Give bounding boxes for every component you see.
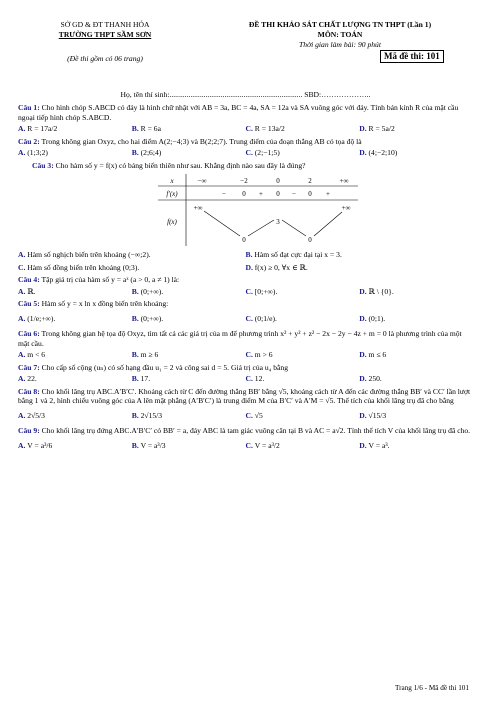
options-4 bbox=[18, 287, 473, 296]
option-c[interactable]: C. R = 13a/2 bbox=[245, 124, 285, 134]
option-b[interactable]: B. Hàm số đạt cực đại tại x = 3. bbox=[245, 250, 342, 260]
option-letter: A. bbox=[18, 410, 28, 420]
option-d[interactable]: D. ℝ \ {0}. bbox=[359, 286, 394, 296]
question-5 bbox=[18, 299, 473, 308]
x-value: 0 bbox=[276, 177, 280, 186]
question-text: Cho cấp số cộng (uₙ) có số hạng đầu u₁ = 2 và công sai d = 5. Giá trị của u₄ bằng bbox=[41, 362, 289, 372]
option-c[interactable]: C. m > 6 bbox=[245, 350, 273, 360]
option-a[interactable]: A. m < 6 bbox=[18, 350, 46, 360]
option-b[interactable]: B. (0;+∞). bbox=[131, 286, 164, 296]
option-b[interactable]: B. (0;+∞). bbox=[131, 313, 164, 323]
question-text: Cho hàm số y = f(x) có bảng biến thiên như sau. Khẳng định nào sau đây là đúng? bbox=[55, 160, 306, 170]
f-value: +∞ bbox=[193, 204, 203, 213]
option-letter: C. bbox=[245, 374, 255, 384]
options-1 bbox=[18, 124, 473, 133]
option-letter: B. bbox=[131, 124, 141, 134]
option-a[interactable]: A. (1;3;2) bbox=[18, 148, 48, 158]
question-label: Câu 7: bbox=[18, 362, 40, 372]
option-letter: B. bbox=[131, 410, 141, 420]
option-b[interactable]: B. V = a³/3 bbox=[131, 440, 166, 450]
pages-note: (Đề thi gồm có 06 trang) bbox=[67, 54, 143, 63]
option-letter: B. bbox=[131, 313, 141, 323]
option-d[interactable]: D. √15/3 bbox=[359, 410, 387, 420]
option-letter: A. bbox=[18, 350, 28, 360]
x-value: 2 bbox=[308, 177, 312, 186]
option-c[interactable]: C. (2;−1;5) bbox=[245, 148, 280, 158]
option-c[interactable]: C. V = a³/2 bbox=[245, 440, 280, 450]
x-value: +∞ bbox=[339, 177, 349, 186]
exam-code: Mã đề thi: 101 bbox=[380, 50, 444, 63]
fp-sign: − bbox=[222, 190, 226, 199]
option-letter: D. bbox=[245, 262, 255, 272]
options-8 bbox=[18, 411, 473, 420]
question-9 bbox=[18, 426, 473, 435]
department: SỞ GD & ĐT THANH HÓA bbox=[60, 20, 150, 29]
decreasing-arrow bbox=[204, 211, 240, 236]
option-b[interactable]: B. 17. bbox=[131, 374, 151, 384]
question-2 bbox=[18, 137, 473, 146]
options-6 bbox=[18, 350, 473, 359]
page-footer: Trang 1/6 - Mã đề thi 101 bbox=[394, 684, 469, 692]
option-b[interactable]: B. m ≥ 6 bbox=[131, 350, 159, 360]
option-a[interactable]: A. 22. bbox=[18, 374, 37, 384]
option-a[interactable]: A. R = 17a/2 bbox=[18, 124, 58, 134]
option-d[interactable]: D. (0;1). bbox=[359, 313, 386, 323]
option-letter: B. bbox=[131, 286, 141, 296]
options-3-row1 bbox=[18, 250, 473, 259]
increasing-arrow bbox=[314, 212, 342, 236]
option-b[interactable]: B. 2√15/3 bbox=[131, 410, 163, 420]
option-letter: D. bbox=[359, 440, 369, 450]
option-letter: A. bbox=[18, 124, 28, 134]
exam-header bbox=[0, 20, 487, 80]
time-limit: Thời gian làm bài: 90 phút bbox=[299, 40, 381, 49]
question-label: Câu 1: bbox=[18, 103, 40, 113]
option-letter: B. bbox=[131, 350, 141, 360]
f-value: +∞ bbox=[341, 204, 351, 213]
subject: MÔN: TOÁN bbox=[317, 30, 363, 39]
question-8 bbox=[18, 387, 473, 406]
options-5 bbox=[18, 314, 473, 323]
question-label: Câu 5: bbox=[18, 299, 40, 309]
option-letter: C. bbox=[245, 313, 255, 323]
x-label: x bbox=[170, 177, 174, 186]
fp-label: f′(x) bbox=[166, 190, 178, 199]
fp-sign: 0 bbox=[276, 190, 280, 199]
options-2 bbox=[18, 148, 473, 157]
question-text: Hàm số y = x ln x đồng biến trên khoảng: bbox=[41, 299, 169, 309]
option-letter: A. bbox=[18, 313, 28, 323]
option-letter: C. bbox=[245, 350, 255, 360]
fp-sign: − bbox=[292, 190, 296, 199]
option-letter: A. bbox=[18, 440, 28, 450]
f-label: f(x) bbox=[167, 218, 177, 227]
option-letter: A. bbox=[18, 374, 28, 384]
option-letter: C. bbox=[245, 286, 255, 296]
increasing-arrow bbox=[248, 220, 274, 236]
student-line: Họ, tên thí sinh:...................................................................... SBD:……………….. bbox=[120, 90, 371, 99]
question-label: Câu 6: bbox=[18, 329, 40, 339]
fp-sign: + bbox=[259, 190, 263, 199]
option-letter: D. bbox=[359, 410, 369, 420]
option-b[interactable]: B. (2;6;4) bbox=[131, 148, 162, 158]
f-value: 0 bbox=[242, 236, 246, 245]
option-c[interactable]: C. √5 bbox=[245, 410, 263, 420]
option-a[interactable]: A. ℝ. bbox=[18, 286, 36, 296]
option-letter: D. bbox=[359, 124, 369, 134]
exam-code-box bbox=[380, 50, 444, 63]
option-d[interactable]: D. V = a³. bbox=[359, 440, 390, 450]
option-a[interactable]: A. Hàm số nghịch biến trên khoảng (−∞;2). bbox=[18, 250, 151, 260]
option-b[interactable]: B. R = 6a bbox=[131, 124, 161, 134]
f-value: 3 bbox=[276, 218, 280, 227]
fp-sign: + bbox=[326, 190, 330, 199]
option-a[interactable]: A. (1/e;+∞). bbox=[18, 313, 56, 323]
option-c[interactable]: C. 12. bbox=[245, 374, 265, 384]
question-label: Câu 2: bbox=[18, 136, 40, 146]
option-c[interactable]: C. Hàm số đồng biến trên khoảng (0;3). bbox=[18, 262, 140, 272]
options-3-row2 bbox=[18, 263, 473, 272]
option-letter: B. bbox=[245, 250, 255, 260]
school-name: TRƯỜNG THPT SẦM SƠN bbox=[58, 30, 152, 39]
option-letter: D. bbox=[359, 350, 369, 360]
option-letter: B. bbox=[131, 148, 141, 158]
fp-sign: 0 bbox=[308, 190, 312, 199]
question-label: Câu 8: bbox=[18, 386, 40, 396]
questions bbox=[18, 90, 473, 450]
option-letter: D. bbox=[359, 148, 369, 158]
question-text: Cho hình chóp S.ABCD có đáy là hình chữ nhật với AB = 3a, BC = 4a, SA = 12a và SA vuông góc với đáy. Tính bán kính R của mặt cầu ngoại tiếp hình chóp S.ABCD. bbox=[18, 103, 459, 122]
question-text: Trong không gian hệ tọa độ Oxyz, tìm tất cả các giá trị của m để phương trình x² + y² + z² − 2x − 2y − 4z + m = 0 là phương trình của một mặt cầu. bbox=[18, 329, 462, 348]
option-letter: C. bbox=[245, 440, 255, 450]
option-letter: A. bbox=[18, 286, 28, 296]
fp-sign: 0 bbox=[242, 190, 246, 199]
option-letter: A. bbox=[18, 148, 28, 158]
option-d[interactable]: D. R = 5a/2 bbox=[359, 124, 395, 134]
option-d[interactable]: D. (4;−2;10) bbox=[359, 148, 398, 158]
question-7 bbox=[18, 363, 473, 372]
option-d[interactable]: D. m ≤ 6 bbox=[359, 350, 387, 360]
question-label: Câu 4: bbox=[18, 275, 40, 285]
question-4 bbox=[18, 275, 473, 284]
option-letter: D. bbox=[359, 374, 369, 384]
question-text: Cho khối lăng trụ ABC.A′B′C′. Khoảng cách từ C đến đường thẳng BB′ bằng √5, khoảng cách từ A đến các đường thẳng BB′ và CC′ lần lượt bằng 1 và 2, hình chiếu vuông góc của A lên mặt phẳng (A′B′C′) là trung điểm M của B′C′ và A′M = √5. Thể tích của khối lăng trụ đã cho bằng bbox=[18, 386, 471, 406]
variation-table-svg bbox=[158, 174, 358, 246]
x-value: −2 bbox=[240, 177, 248, 186]
option-letter: C. bbox=[18, 262, 28, 272]
option-letter: B. bbox=[131, 440, 141, 450]
question-label: Câu 9: bbox=[18, 426, 40, 436]
option-c[interactable]: C. (0;1/e). bbox=[245, 313, 277, 323]
question-6 bbox=[18, 329, 473, 348]
variation-table bbox=[158, 174, 473, 246]
question-label: Câu 3: bbox=[32, 160, 54, 170]
option-letter: C. bbox=[245, 124, 255, 134]
option-d[interactable]: D. 250. bbox=[359, 374, 382, 384]
f-value: 0 bbox=[308, 236, 312, 245]
option-letter: A. bbox=[18, 250, 28, 260]
options-9 bbox=[18, 441, 473, 450]
exam-title: ĐỀ THI KHẢO SÁT CHẤT LƯỢNG TN THPT (Lần 1) bbox=[248, 20, 432, 29]
question-1 bbox=[18, 103, 473, 122]
option-d[interactable]: D. f(x) ≥ 0, ∀x ∈ ℝ. bbox=[245, 262, 308, 272]
question-text: Trong không gian Oxyz, cho hai điểm A(2;−4;3) và B(2;2;7). Trung điểm của đoạn thẳng AB có tọa độ là bbox=[41, 136, 362, 146]
option-letter: D. bbox=[359, 313, 369, 323]
option-letter: C. bbox=[245, 410, 255, 420]
x-value: −∞ bbox=[197, 177, 207, 186]
option-a[interactable]: A. V = a³/6 bbox=[18, 440, 53, 450]
option-c[interactable]: C. [0;+∞). bbox=[245, 286, 278, 296]
option-letter: B. bbox=[131, 374, 141, 384]
question-text: Tập giá trị của hàm số y = aˣ (a > 0, a ≠ 1) là: bbox=[41, 275, 180, 285]
question-3 bbox=[18, 161, 473, 170]
option-a[interactable]: A. 2√5/3 bbox=[18, 410, 45, 420]
option-letter: C. bbox=[245, 148, 255, 158]
option-letter: D. bbox=[359, 286, 369, 296]
question-text: Cho khối lăng trụ đứng ABC.A′B′C′ có BB′ = a, đáy ABC là tam giác vuông cân tại B và AC = a√2. Tính thể tích V của khối lăng trụ đã cho. bbox=[41, 426, 471, 436]
options-7 bbox=[18, 374, 473, 383]
decreasing-arrow bbox=[282, 220, 306, 236]
